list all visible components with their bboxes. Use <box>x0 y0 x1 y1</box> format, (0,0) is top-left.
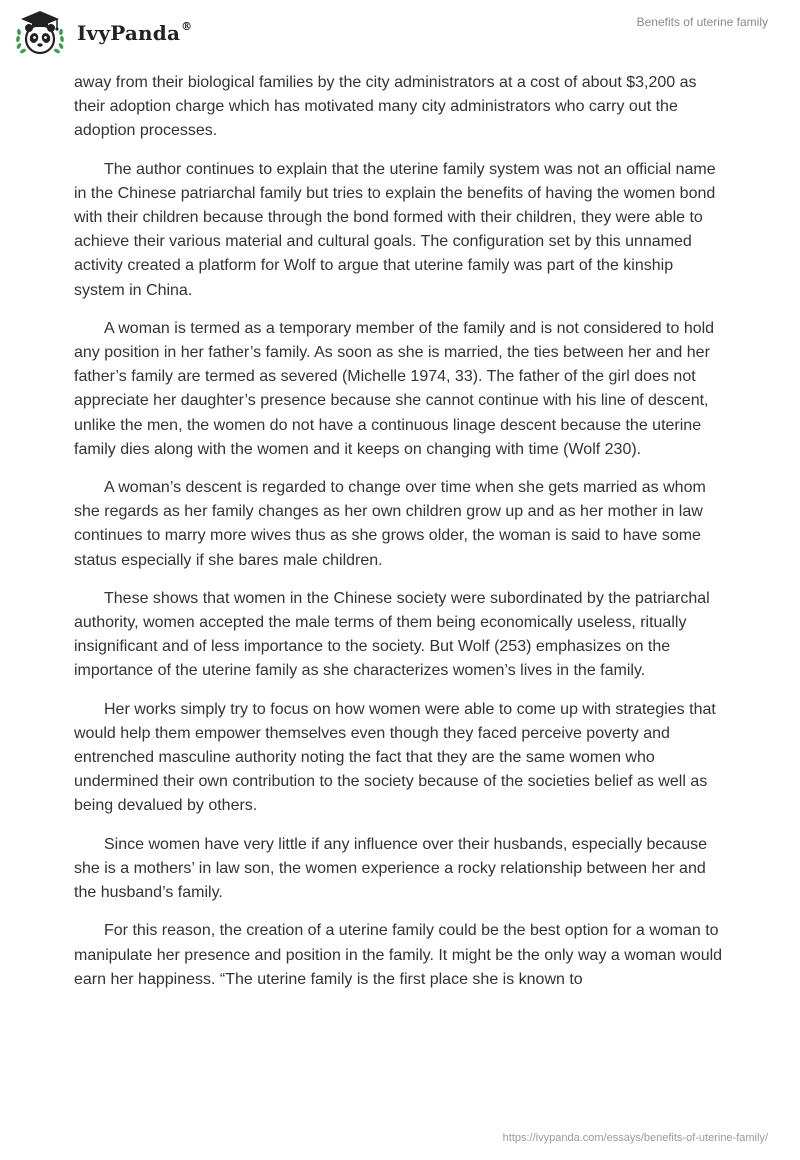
brand-name: IvyPanda® <box>77 20 193 45</box>
paragraph: A woman’s descent is regarded to change over time when she gets married as whom she regards as her family changes as her own children grow up and as her mother in law continues to marry more wives thus as she grows older, the woman is said to have some status especially if she bares male children. <box>74 479 706 569</box>
page-header <box>0 0 800 68</box>
paragraph: For this reason, the creation of a uterine family could be the best option for a woman to manipulate her presence and position in the family. It might be the only way a woman would earn her happiness. “The uterine family is the first place she is known to <box>74 922 723 988</box>
document-title: Benefits of uterine family <box>636 15 768 29</box>
paragraph: A woman is termed as a temporary member of the family and is not considered to hold any position in her father’s family. As soon as she is married, the ties between her and her father’s family are termed as severed (Michelle 1974, 33). The father of the girl does not appreciate her daughter’s presence because she cannot continue with his line of descent, unlike the men, the women do not have a continuous linage descent because the uterine family dies along with the women and it keeps on changing with time (Wolf 230). <box>74 319 715 458</box>
ivypanda-logo[interactable] <box>13 8 192 58</box>
paragraph: Her works simply try to focus on how women were able to come up with strategies that would help them empower themselves even though they faced perceive poverty and entrenched masculine authority noting the fact that they are the same women who undermined their own contribution to the society because of the societies belief as well as being devalued by others. <box>74 700 716 815</box>
source-url-link[interactable]: https://ivypanda.com/essays/benefits-of-uterine-family/ <box>502 1132 768 1144</box>
paragraph: These shows that women in the Chinese society were subordinated by the patriarchal authority, women accepted the male terms of them being economically useless, ritually insignificant and of less importance to the society. But Wolf (253) emphasizes on the importance of the uterine family as she characterizes women’s lives in the family. <box>74 589 710 680</box>
paragraph: The author continues to explain that the uterine family system was not an official name in the Chinese patriarchal family but tries to explain the benefits of having the women bond with their children because through the bond formed with their children, they were able to achieve their various material and cultural goals. The configuration set by this unnamed activity created a platform for Wolf to argue that uterine family was part of the kinship system in China. <box>74 160 716 299</box>
essay-body <box>74 71 726 1006</box>
registered-mark: ® <box>181 20 193 34</box>
paragraph: away from their biological families by the city administrators at a cost of about $3,200 as their adoption charge which has motivated many city administrators who carry out the adoption processes. <box>74 74 697 140</box>
panda-graduate-logo-icon <box>13 8 67 58</box>
paragraph: Since women have very little if any influence over their husbands, especially because she is a mothers’ in law son, the women experience a rocky relationship between her and the husband’s family. <box>74 835 707 902</box>
